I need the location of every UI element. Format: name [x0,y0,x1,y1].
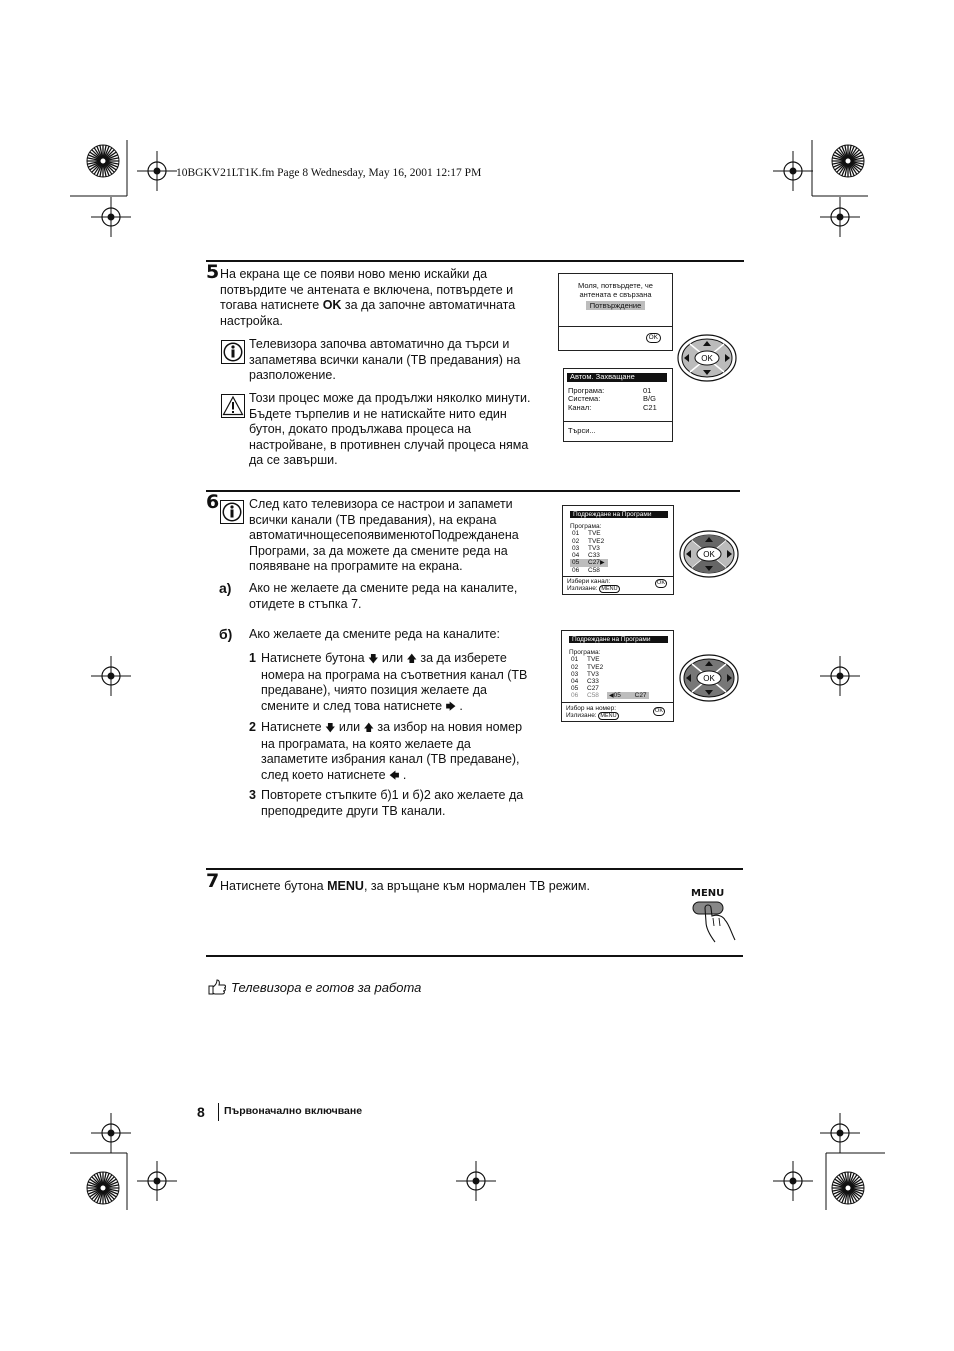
osd-antenna-confirm [558,273,673,351]
osd-confirm-line2: антената е свързана [579,289,652,299]
step6-b3-l1: Повторете стъпките б)1 и б)2 ако желаете да [261,788,524,802]
step6-a-line: Ако не желаете да смените реда на каналите, [249,581,518,595]
step6-info-line: появяване на програмите на екрана. [249,559,463,573]
step6-b3-text [261,788,551,819]
step6-b1-l2: номера на програма на съответния канал (ТВ [261,667,528,682]
osd-auto-row-label: Канал: [568,402,592,412]
osd-program-sort-2 [561,630,674,722]
left-arrow-icon: 🡄 [389,770,400,782]
step6-info-line: Програми, за да можете да смените реда на [249,543,508,558]
up-arrow-icon: 🡅 [363,723,374,734]
osd3-foot1: Избери канал: [567,578,611,585]
osd4-ok-icon: OK [655,708,663,714]
step6-a-text [249,581,549,612]
remote-navigation-pad-updown[interactable] [678,529,740,579]
step5-line4: настройка. [220,313,283,328]
osd-auto-title: Автом. Захващане [567,373,667,382]
step5-info-line: разположение. [249,368,336,382]
step6-a-line: отидете в стъпка 7. [249,596,362,611]
step6-info-text [249,497,544,575]
ready-message: Телевизора е готов за работа [231,980,422,995]
step5-warn-line: да се завърши. [249,453,338,467]
osd4-selected-num: 05 [613,692,621,700]
step6-rule [206,490,740,492]
step6-b1-l3: предаване), чиято позиция желаете да [261,683,487,697]
osd4-title: Подреждане на Програми [569,636,668,643]
osd4-row-num: 02 [571,663,579,671]
file-header: 10BGKV21LT1K.fm Page 8 Wednesday, May 16, 2001 12:17 PM [176,167,482,179]
step6-b1-number: 1 [249,651,256,665]
osd4-row-num: 05 [571,685,579,693]
step5-line3-post: за да започне автоматичната [341,298,516,312]
step6-b2-l1c: за избор на новия номер [373,720,523,734]
osd4-row-ch: C33 [587,678,599,686]
menu-button-hand-icon[interactable] [691,898,741,944]
step6-number: 6 [206,491,220,513]
step6-info-line: всички канали (ТВ предавания), на екрана [249,512,497,527]
right-arrow-icon: 🡆 [445,701,456,713]
osd3-foot2: Излизане: [567,585,598,592]
step6-b2-l4-end: . [402,767,407,782]
osd3-row-ch: TVE [588,530,601,538]
osd3-menu-icon: MENU [601,586,618,592]
remote-ok-label: OK [703,550,715,559]
step7-pre: Натиснете бутона [220,879,328,893]
osd4-left-arrow-icon: ◀ [609,693,614,700]
osd-auto-row-value: 01 [643,385,652,395]
step6-info-line: автоматичнощесепоявименютоПодрежданена [249,528,519,542]
step5-info-text [249,337,549,384]
osd3-row-ch: TV3 [588,544,600,552]
step6-b2-l2: на програмата, на която желаете да [261,736,471,751]
step5-warn-line: настройване, в противнен случай процеса няма [249,437,529,452]
osd4-row-ch: C27 [587,685,599,693]
osd3-subtitle: Програма: [570,523,602,531]
step7-menu-bold: MENU [327,879,364,893]
osd-confirm-line1: Моля, потвърдете, че [578,281,653,290]
step5-number: 5 [206,261,220,283]
step6-b2-l4: след което натиснете [261,767,390,782]
warning-icon [221,394,245,418]
osd-auto-row-label: Система: [568,394,601,404]
step7-rule [206,868,743,870]
osd4-row-num: 01 [571,656,579,664]
step6-b1-l1a: Натиснете бутона [261,651,369,665]
down-arrow-icon: 🡇 [325,723,336,734]
osd4-row-ch: C58 [587,692,599,700]
step6-b-text: Ако желаете да смените реда на каналите: [249,627,500,641]
footer-divider [218,1103,219,1121]
step6-a-label: а) [219,580,232,596]
osd4-row-num: 03 [571,670,579,678]
osd4-foot2: Излизане: [566,712,597,719]
osd4-row-num: 06 [571,692,579,700]
osd3-row-num: 03 [572,544,580,552]
osd-auto-status: Търси... [568,426,596,435]
osd4-subtitle: Програма: [569,649,601,657]
step6-b-label: б) [219,626,233,642]
osd3-row-num: 04 [572,552,580,560]
step6-b1-l1c: за да изберете [416,651,507,665]
info-icon [220,500,244,524]
osd4-menu-icon: MENU [600,713,617,719]
step5-text [220,267,550,329]
step6-b2-l1a: Натиснете [261,720,326,734]
step7-post: , за връщане към нормален ТВ режим. [363,879,590,893]
remote-ok-label: OK [701,354,713,363]
step6-b3-l2: преподредите други ТВ канали. [261,803,446,818]
osd3-ok-icon: OK [657,580,665,586]
step5-line2: потвърдите че антената е включена, потвърдете и [220,282,514,297]
osd3-row-num: 06 [572,567,580,575]
step5-warning-text [249,391,554,469]
osd-confirm-button: Потвърждение [586,301,646,310]
step7-text [220,879,590,895]
osd3-title: Подреждане на Програми [570,511,668,518]
osd4-row-ch: TVE2 [587,663,604,671]
menu-button-label: MENU [691,888,725,899]
footer-section: Първоначално включване [224,1105,363,1117]
osd3-row-num: 02 [572,537,580,545]
osd3-row-num: 05 [572,559,580,567]
step6-b2-number: 2 [249,720,256,734]
step6-b1-l4-end: . [459,698,463,713]
osd4-foot1: Избор на номер: [566,705,617,712]
step5-ok-bold: OK [322,298,342,312]
remote-navigation-pad[interactable] [676,333,738,383]
step5-info-line: запаметява всички канали (ТВ предавания) на [249,352,521,367]
step6-info-line: След като телевизора се настрои и запамети [249,497,513,511]
step6-b2-l1b: или [335,720,364,734]
step6-b1-text [261,651,551,715]
osd3-select-arrow-icon: ▶ [599,560,605,567]
step5-warn-line: Бъдете търпелив и не натискайте нито един [249,406,507,421]
osd-ok-icon: OK [646,333,661,343]
info-icon [221,340,245,364]
step5-line3-pre: тогава натиснете [220,298,323,312]
osd4-selected-ch: C27 [634,692,647,700]
osd3-row-ch: TVE2 [588,537,605,545]
osd-auto-tuning [563,368,673,442]
osd3-row-ch: C27 [588,559,600,567]
step5-warn-line: Този процес може да продължи няколко минути. [249,391,531,405]
bottom-rule [206,955,743,957]
step6-b1-l4: смените и след това натиснете [261,698,446,713]
step5-info-line: Телевизора започва автоматично да търси и [249,337,510,351]
page-number: 8 [197,1104,205,1120]
step6-b3-number: 3 [249,788,256,802]
up-arrow-icon: 🡅 [406,654,417,665]
thumbs-up-icon [207,978,227,996]
step7-number: 7 [206,870,220,892]
osd-auto-row-value: B/G [643,394,656,404]
osd-auto-row-label: Програма: [568,385,605,395]
remote-navigation-pad-all[interactable] [678,653,740,703]
remote-ok-label: OK [703,674,715,683]
osd3-row-ch: C33 [588,552,600,560]
step5-rule [206,260,744,262]
osd-program-sort-1 [562,505,674,595]
osd4-row-ch: TVE [587,656,600,664]
step5-line1: На екрана ще се появи ново меню искайки да [220,267,488,281]
osd4-row-num: 04 [571,678,579,686]
step5-warn-line: бутон, докато продължава процеса на [249,422,472,436]
step6-b1-l1b: или [378,651,407,665]
down-arrow-icon: 🡇 [368,654,379,665]
step6-b2-text [261,720,551,784]
osd-auto-row-value: C21 [643,402,657,412]
osd3-row-ch: C58 [588,567,600,575]
step5-line3 [220,298,550,314]
osd4-row-ch: TV3 [587,670,599,678]
step6-b2-l3: запаметите избрания канал (ТВ предаване), [261,752,520,766]
osd3-row-num: 01 [572,530,580,538]
